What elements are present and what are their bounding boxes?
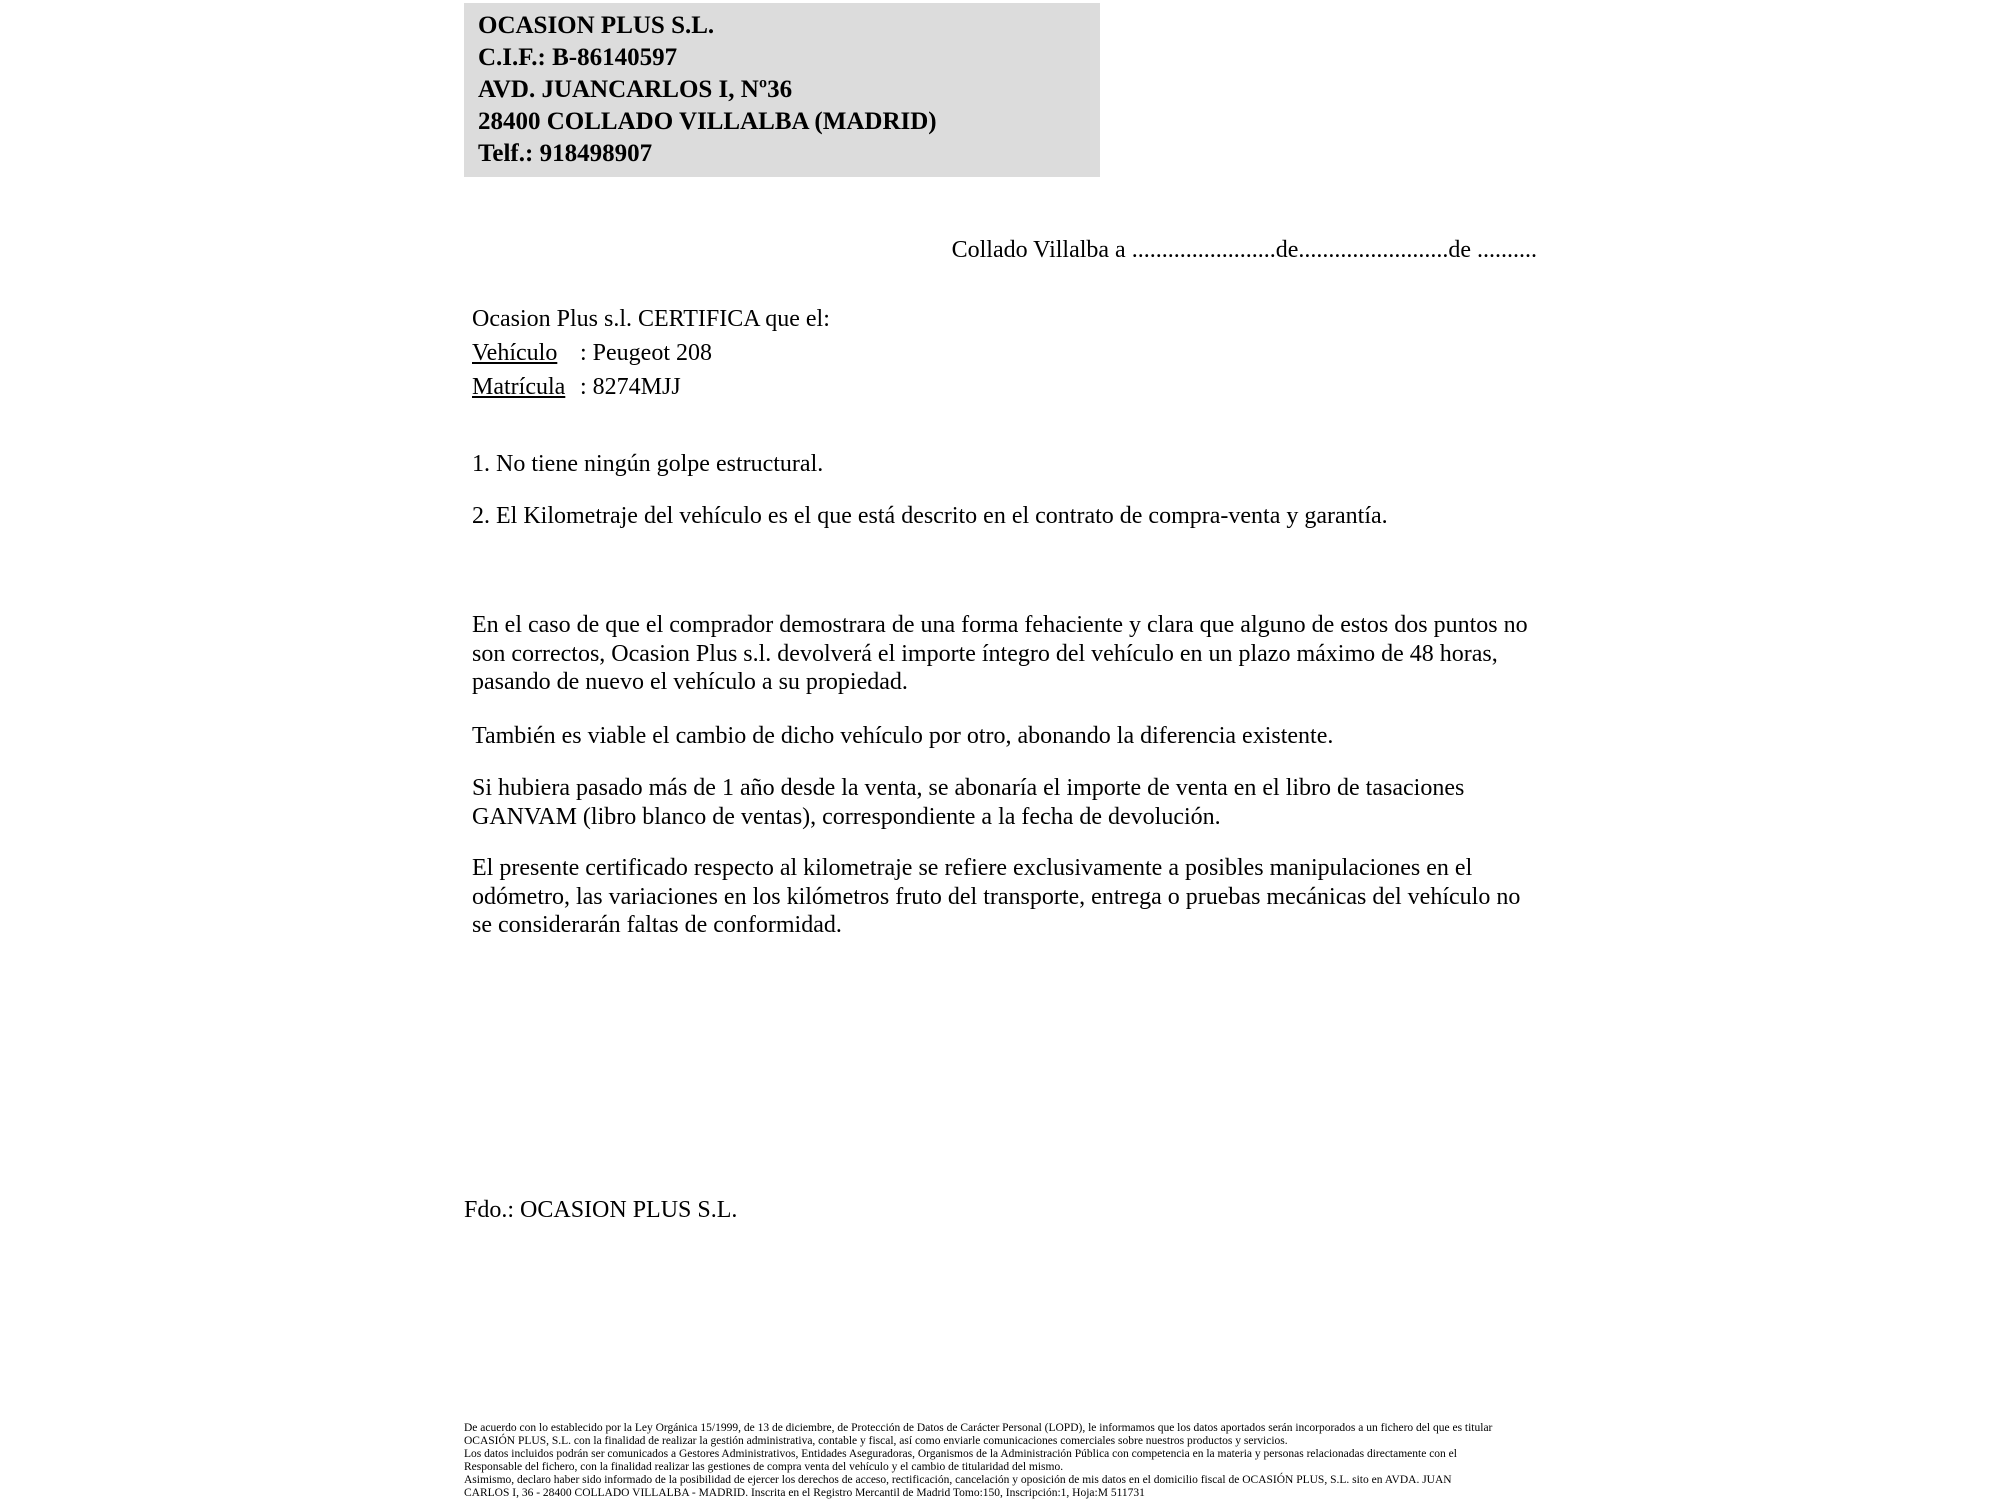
vehicle-field-label: Vehículo [472, 340, 558, 366]
legal-footer-line: CARLOS I, 36 - 28400 COLLADO VILLALBA - MADRID. Inscrita en el Registro Mercantil de Madrid Tomo:150, Inscripción:1, Hoja:M 511731 [464, 1487, 1145, 1500]
company-address: AVD. JUANCARLOS I, Nº36 [478, 76, 793, 103]
paragraph-odometer-disclaimer: El presente certificado respecto al kilometraje se refiere exclusivamente a posibles manipulaciones en el odómetro, las variaciones en los kilómetros fruto del transporte, entrega o pruebas mecánicas del vehículo no se considerarán faltas de conformidad. [472, 855, 1521, 938]
clause-no-structural-damage: 1. No tiene ningún golpe estructural. [472, 451, 824, 477]
plate-field-value: : 8274MJJ [580, 374, 681, 400]
legal-footer-line: OCASIÓN PLUS, S.L. con la finalidad de realizar la gestión administrativa, contable y fiscal, así como enviarle comunicaciones comerciales sobre nuestros productos y servicios. [464, 1435, 1288, 1448]
legal-footer-line: Los datos incluidos podrán ser comunicados a Gestores Administrativos, Entidades Aseguradoras, Organismos de la Administración Pública con competencia en la materia y personas relacionadas directamente con el [464, 1448, 1457, 1461]
company-city: 28400 COLLADO VILLALBA (MADRID) [478, 108, 937, 135]
legal-footer-line: De acuerdo con lo establecido por la Ley Orgánica 15/1999, de 13 de diciembre, de Protección de Datos de Carácter Personal (LOPD), le informamos que los datos aportados serán incorporados a un fichero del que es titular [464, 1422, 1493, 1434]
legal-footer-line: Responsable del fichero, con la finalidad realizar las gestiones de compra venta del vehículo y el cambio de titularidad del mismo. [464, 1461, 1064, 1474]
certificate-statement-block [472, 302, 1545, 404]
clause-mileage: 2. El Kilometraje del vehículo es el que está descrito en el contrato de compra-venta y garantía. [472, 503, 1388, 529]
company-cif: C.I.F.: B-86140597 [478, 44, 678, 71]
plate-field-row [472, 370, 1545, 404]
vehicle-field-value: : Peugeot 208 [580, 340, 712, 366]
vehicle-field-row [472, 336, 1545, 370]
lopd-legal-footer [464, 1422, 1564, 1500]
certificate-intro: Ocasion Plus s.l. CERTIFICA que el: [472, 306, 830, 332]
company-name: OCASION PLUS S.L. [478, 12, 715, 39]
paragraph-ganvam-valuation: Si hubiera pasado más de 1 año desde la venta, se abonaría el importe de venta en el libro de tasaciones GANVAM (libro blanco de ventas), correspondiente a la fecha de devolución. [472, 775, 1465, 830]
date-fill-in-line: Collado Villalba a ........................de.........................de .......... [951, 237, 1537, 263]
company-phone: Telf.: 918498907 [478, 140, 653, 167]
company-letterhead-box [464, 3, 1100, 177]
paragraph-refund-terms: En el caso de que el comprador demostrara de una forma fehaciente y clara que alguno de estos dos puntos no son correctos, Ocasion Plus s.l. devolverá el importe íntegro del vehículo en un plazo máximo de 48 horas, pasando de nuevo el vehículo a su propiedad. [472, 612, 1528, 695]
signature-line: Fdo.: OCASION PLUS S.L. [464, 1197, 738, 1223]
paragraph-vehicle-exchange: También es viable el cambio de dicho vehículo por otro, abonando la diferencia existente. [472, 723, 1334, 749]
plate-field-label: Matrícula [472, 374, 566, 400]
legal-footer-line: Asimismo, declaro haber sido informado de la posibilidad de ejercer los derechos de acceso, rectificación, cancelación y oposición de mis datos en el domicilio fiscal de OCASIÓN PLUS, S.L. sito en AVDA. JUAN [464, 1474, 1452, 1487]
